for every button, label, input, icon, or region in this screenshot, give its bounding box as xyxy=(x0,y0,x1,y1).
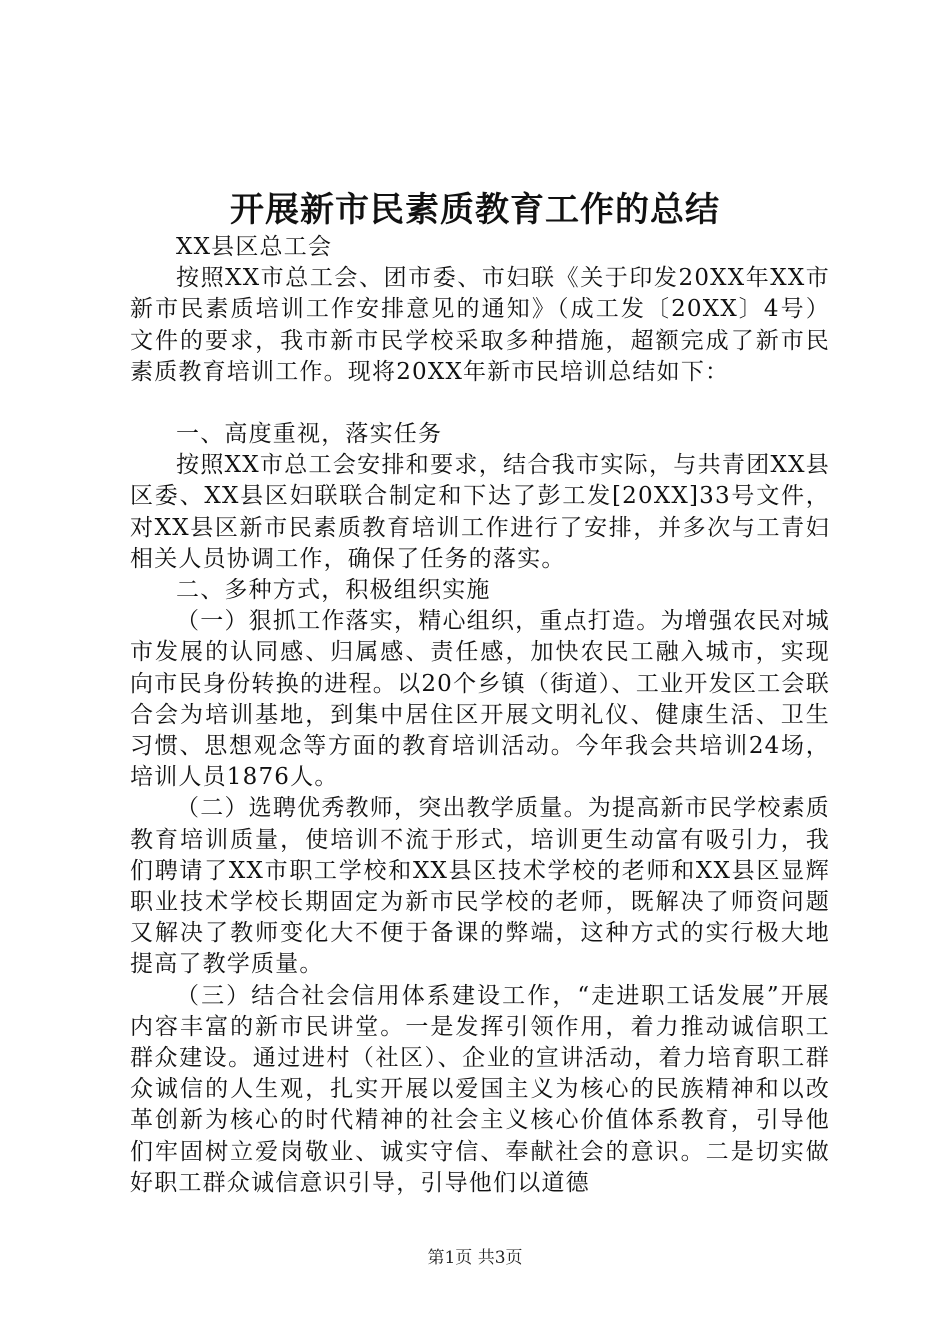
document-title: 开展新市民素质教育工作的总结 xyxy=(230,190,720,230)
section-1-paragraph: 按照XX市总工会安排和要求，结合我市实际，与共青团XX县区委、XX县区妇联联合制定和下达了彭工发[20XX]33号文件，对XX县区新市民素质教育培训工作进行了安排，并多次与工青妇相关人员协调工作，确保了任务的落实。 xyxy=(130,452,830,572)
subsection-2-paragraph: （二）选聘优秀教师，突出教学质量。为提高新市民学校素质教育培训质量，使培训不流于形式，培训更生动富有吸引力，我们聘请了XX市职工学校和XX县区技术学校的老师和XX县区显辉职业技术学校长期固定为新市民学校的老师，既解决了师资问题又解决了教师变化大不便于备课的弊端，这种方式的实行极大地提高了教学质量。 xyxy=(130,795,830,978)
intro-paragraph: 按照XX市总工会、团市委、市妇联《关于印发20XX年XX市新市民素质培训工作安排意见的通知》（成工发〔20XX〕4号）文件的要求，我市新市民学校采取多种措施，超额完成了新市民素质教育培训工作。现将20XX年新市民培训总结如下： xyxy=(130,265,830,385)
section-heading-1: 一、高度重视，落实任务 xyxy=(176,421,443,448)
page-footer: 第1页 共3页 xyxy=(427,1248,523,1268)
document-body xyxy=(130,232,830,1199)
subsection-1-paragraph: （一）狠抓工作落实，精心组织，重点打造。为增强农民对城市发展的认同感、归属感、责任感，加快农民工融入城市，实现向市民身份转换的进程。以20个乡镇（街道）、工业开发区工会联合会为培训基地，到集中居住区开展文明礼仪、健康生活、卫生习惯、思想观念等方面的教育培训活动。今年我会共培训24场，培训人员1876人。 xyxy=(130,608,830,791)
section-heading-2: 二、多种方式，积极组织实施 xyxy=(176,577,491,604)
author-line: XX县区总工会 xyxy=(176,234,333,260)
subsection-3-paragraph: （三）结合社会信用体系建设工作，“走进职工话发展”开展内容丰富的新市民讲堂。一是发挥引领作用，着力推动诚信职工群众建设。通过进村（社区）、企业的宣讲活动，着力培育职工群众诚信的人生观，扎实开展以爱国主义为核心的民族精神和以改革创新为核心的时代精神的社会主义核心价值体系教育，引导他们牢固树立爱岗敬业、诚实守信、奉献社会的意识。二是切实做好职工群众诚信意识引导，引导他们以道德 xyxy=(130,982,830,1196)
